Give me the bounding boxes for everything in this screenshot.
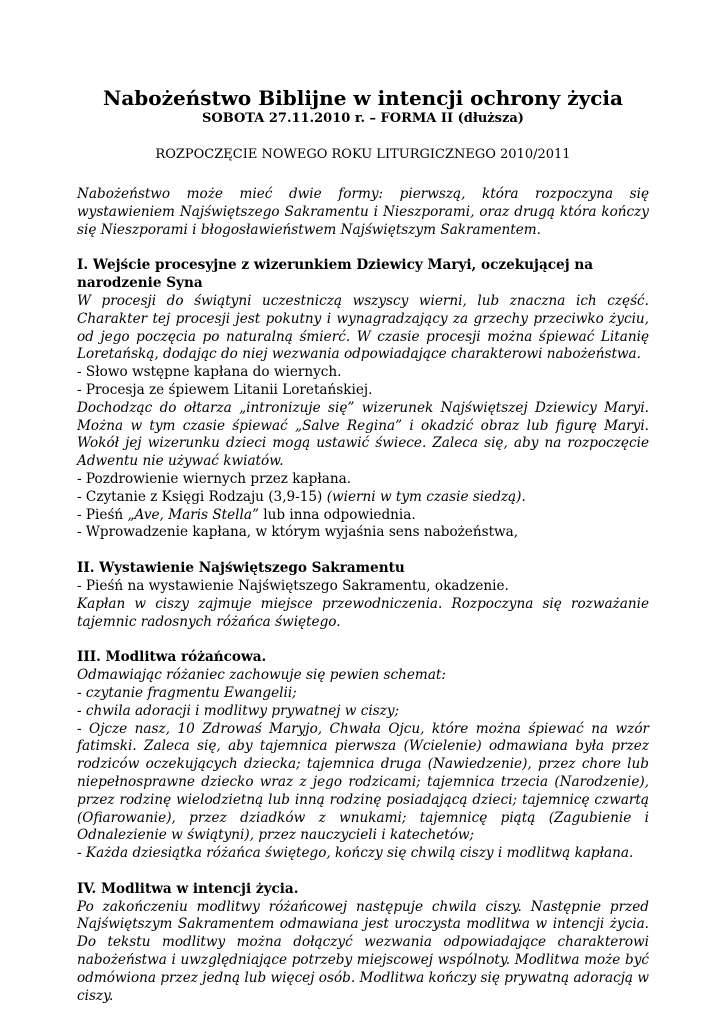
section-1-line-4-text: - Czytanie z Księgi Rodzaju (3,9-15) — [77, 488, 327, 505]
section-1-paragraph-2: Dochodząc do ołtarza „intronizuje się” wizerunek Najświętszej Dziewicy Maryi. Można w tym czasie śpiewać „Salve Regina” i okadzić obraz lub figurę Maryi. Wokół jej wizerunku dzieci mogą ustawić świece. Zaleca się, aby na rozpoczęcie Adwentu nie używać kwiatów. — [77, 399, 649, 470]
section-1-paragraph-1: W procesji do świątyni uczestniczą wszyscy wierni, lub znaczna ich część. Charakter tej procesji jest pokutny i wynagradzający za grzechy przeciwko życiu, od jego poczęcia po naturalną śmierć. W czasie procesji można śpiewać Litanię Loretańską, dodając do niej wezwania odpowiadające charakterowi nabożeństwa. — [77, 292, 649, 363]
section-2-paragraph-1: Kapłan w ciszy zajmuje miejsce przewodniczenia. Rozpoczyna się rozważanie tajemnic radosnych różańca świętego. — [77, 595, 649, 630]
section-2-heading: II. Wystawienie Najświętszego Sakramentu — [77, 560, 405, 577]
document-subtitle: SOBOTA 27.11.2010 r. – FORMA II (dłuższa) — [202, 111, 524, 126]
section-1-line-1: - Słowo wstępne kapłana do wiernych. — [77, 364, 342, 381]
section-4-paragraph-1: Po zakończeniu modlitwy różańcowej następuje chwila ciszy. Następnie przed Najświętszym Sakramentem odmawiana jest uroczysta modlitwa w intencji życia. Do tekstu modlitwy można dołączyć wezwania odpowiadające charakterowi nabożeństwa i uwzględniające potrzeby miejscowej wspólnoty. Modlitwa może być odmówiona przez jedną lub więcej osób. Modlitwa kończy się prywatną adoracją w ciszy. — [77, 898, 649, 1004]
section-3-line-1: - czytanie fragmentu Ewangelii; — [77, 684, 297, 701]
section-4-heading: IV. Modlitwa w intencji życia. — [77, 880, 299, 897]
section-3-line-3: - Każda dziesiątka różańca świętego, kończy się chwilą ciszy i modlitwą kapłana. — [77, 845, 634, 862]
section-2-line-1: - Pieśń na wystawienie Najświętszego Sakramentu, okadzenie. — [77, 577, 509, 594]
section-3-line-2: - chwila adoracji i modlitwy prywatnej w ciszy; — [77, 702, 400, 719]
section-3-paragraph-2: - Ojcze nasz, 10 Zdrowaś Maryjo, Chwała Ojcu, które można śpiewać na wzór fatimski. Zaleca się, aby tajemnica pierwsza (Wcielenie) odmawiana była przez rodziców oczekujących dziecka; tajemnica druga (Nawiedzenie), przez chore lub niepełnosprawne dziecko wraz z jego rodzicami; tajemnica trzecia (Narodzenie), przez rodzinę wielodzietną lub inną rodzinę posiadającą dzieci; tajemnicę czwartą (Ofiarowanie), przez dziadków z wnukami; tajemnicę piątą (Zagubienie i Odnalezienie w świątyni), przez nauczycieli i katechetów; — [77, 720, 649, 844]
section-1-line-2: - Procesja ze śpiewem Litanii Loretańskiej. — [77, 381, 373, 398]
section-1-line-5-italic: „Ave, Maris Stella” — [127, 506, 259, 523]
section-1-line-3: - Pozdrowienie wiernych przez kapłana. — [77, 470, 352, 487]
section-1-line-4 — [77, 489, 649, 507]
section-1-heading: I. Wejście procesyjne z wizerunkiem Dziewicy Maryi, oczekującej na narodzenie Syna — [77, 257, 594, 292]
section-3-heading: III. Modlitwa różańcowa. — [77, 649, 267, 666]
section-3-paragraph-1: Odmawiając różaniec zachowuje się pewien schemat: — [77, 667, 446, 684]
document-title: Nabożeństwo Biblijne w intencji ochrony życia — [103, 86, 623, 110]
document-subheading: ROZPOCZĘCIE NOWEGO ROKU LITURGICZNEGO 2010/2011 — [155, 147, 571, 162]
intro-paragraph: Nabożeństwo może mieć dwie formy: pierwszą, która rozpoczyna się wystawieniem Najświętszego Sakramentu i Nieszporami, oraz drugą która kończy się Nieszporami i błogosławieństwem Najświętszym Sakramentem. — [77, 186, 649, 238]
section-1-line-5-text-a: - Pieśń — [77, 506, 128, 523]
section-1-line-6: - Wprowadzenie kapłana, w którym wyjaśnia sens nabożeństwa, — [77, 524, 519, 541]
section-1-line-4-italic: (wierni w tym czasie siedzą). — [326, 488, 526, 505]
section-1-line-5-text-b: lub inna odpowiednia. — [258, 506, 416, 523]
section-1-line-5 — [77, 507, 649, 525]
